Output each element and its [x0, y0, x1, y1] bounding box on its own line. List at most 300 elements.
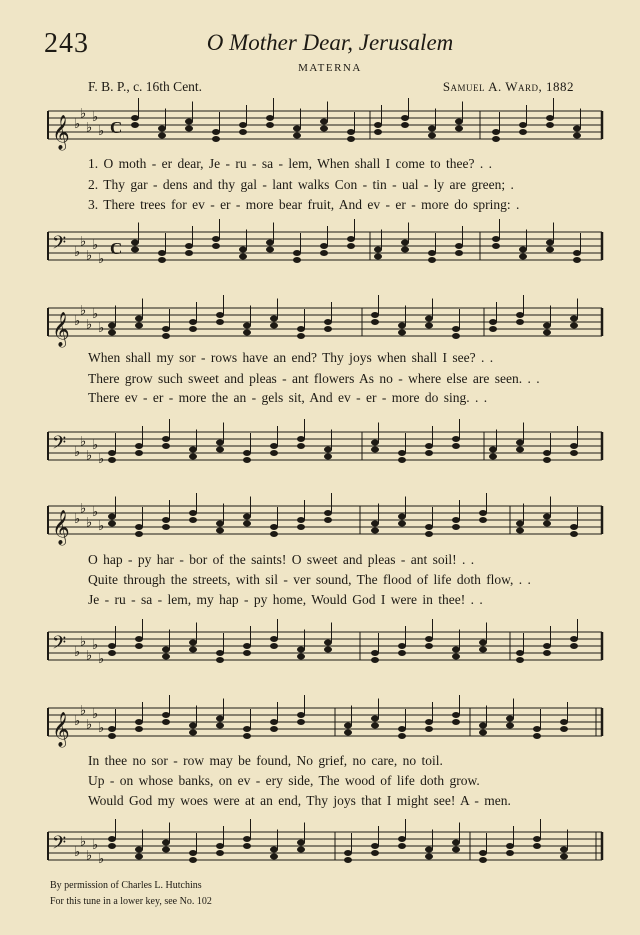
- notehead: [270, 323, 278, 329]
- notehead: [479, 647, 487, 653]
- flat-icon: ♭: [98, 852, 105, 867]
- notehead: [293, 250, 301, 256]
- notehead: [533, 836, 541, 842]
- notehead: [243, 323, 251, 329]
- notehead: [570, 524, 578, 530]
- notehead: [293, 133, 301, 139]
- treble-staff-system-4: [40, 702, 610, 747]
- flat-icon: ♭: [80, 703, 87, 719]
- notehead: [570, 636, 578, 642]
- notehead: [398, 836, 406, 842]
- notehead: [297, 517, 305, 523]
- notehead: [324, 510, 332, 516]
- notehead: [506, 850, 514, 856]
- notehead: [455, 243, 463, 249]
- notehead: [270, 719, 278, 725]
- notehead: [243, 457, 251, 463]
- notehead: [425, 316, 433, 322]
- flat-icon: ♭: [92, 438, 99, 453]
- notehead: [243, 514, 251, 520]
- notehead: [135, 847, 143, 853]
- notehead: [428, 250, 436, 256]
- notehead: [398, 514, 406, 520]
- notehead: [543, 330, 551, 336]
- treble-staff-system-1: [40, 105, 610, 150]
- notehead: [320, 119, 328, 125]
- notehead: [158, 133, 166, 139]
- notehead: [297, 524, 305, 530]
- notehead: [320, 243, 328, 249]
- treble-clef-icon: 𝄞: [52, 712, 70, 747]
- notehead: [401, 247, 409, 253]
- notehead: [189, 517, 197, 523]
- flat-icon: ♭: [74, 714, 81, 729]
- notehead: [428, 133, 436, 139]
- flat-icon: ♭: [98, 252, 105, 267]
- notehead: [189, 850, 197, 856]
- notehead: [560, 726, 568, 732]
- notehead: [570, 531, 578, 537]
- notehead: [425, 636, 433, 642]
- notehead: [270, 643, 278, 649]
- notehead: [270, 524, 278, 530]
- notehead: [216, 657, 224, 663]
- notehead: [243, 733, 251, 739]
- flat-icon: ♭: [74, 117, 81, 132]
- bass-clef-icon: 𝄢: [52, 833, 67, 858]
- flat-icon: ♭: [86, 317, 93, 333]
- notehead: [425, 726, 433, 732]
- lower-key-note: For this tune in a lower key, see No. 102: [50, 896, 212, 907]
- notehead: [131, 122, 139, 128]
- flat-icon: ♭: [74, 645, 81, 660]
- notehead: [162, 517, 170, 523]
- notehead: [371, 528, 379, 534]
- notehead: [398, 643, 406, 649]
- lyric-line-4-3: Would God my woes were at an end, Thy joys that I might see! A - men.: [88, 793, 511, 808]
- notehead: [347, 136, 355, 142]
- notehead: [543, 323, 551, 329]
- flat-icon: ♭: [86, 515, 93, 531]
- treble-clef-icon: 𝄞: [52, 510, 70, 545]
- notehead: [371, 312, 379, 318]
- notehead: [239, 247, 247, 253]
- lyric-line-1-1: 1. O moth - er dear, Je - ru - sa - lem, When shall I come to thee? . .: [88, 156, 492, 171]
- flat-icon: ♭: [92, 838, 99, 853]
- lyric-line-2-2: There grow such sweet and pleas - ant flowers As no - where else are seen. . .: [88, 371, 540, 386]
- lyric-line-3-1: O hap - py har - bor of the saints! O sweet and pleas - ant soil! . .: [88, 552, 475, 567]
- lyric-line-4-1: In thee no sor - row may be found, No grief, no care, no toil.: [88, 753, 443, 768]
- permission-note: By permission of Charles L. Hutchins: [50, 880, 202, 891]
- bass-staff-system-2: [40, 426, 610, 466]
- treble-staff-system-3: [40, 500, 610, 545]
- notehead: [135, 323, 143, 329]
- notehead: [371, 440, 379, 446]
- notehead: [270, 450, 278, 456]
- flat-icon: ♭: [80, 634, 87, 650]
- bass-clef-icon: 𝄢: [52, 433, 67, 458]
- notehead: [479, 640, 487, 646]
- notehead: [162, 654, 170, 660]
- notehead: [479, 850, 487, 856]
- notehead: [371, 723, 379, 729]
- notehead: [131, 247, 139, 253]
- flat-icon: ♭: [80, 434, 87, 450]
- notehead: [162, 719, 170, 725]
- notehead: [374, 247, 382, 253]
- notehead: [479, 723, 487, 729]
- flat-icon: ♭: [98, 652, 105, 667]
- flat-icon: ♭: [92, 110, 99, 125]
- notehead: [425, 719, 433, 725]
- notehead: [425, 854, 433, 860]
- flat-icon: ♭: [80, 834, 87, 850]
- notehead: [452, 847, 460, 853]
- notehead: [108, 450, 116, 456]
- notehead: [492, 236, 500, 242]
- flat-icon: ♭: [80, 106, 87, 122]
- notehead: [135, 524, 143, 530]
- flat-icon: ♭: [98, 321, 105, 336]
- lyric-line-4-2: Up - on whose banks, on ev - ery side, The wood of life doth grow.: [88, 773, 480, 788]
- notehead: [189, 647, 197, 653]
- notehead: [108, 843, 116, 849]
- notehead: [546, 240, 554, 246]
- notehead: [570, 443, 578, 449]
- lyric-line-2-3: There ev - er - more the an - gels sit, And ev - er - more do sing. . .: [88, 390, 488, 405]
- notehead: [479, 857, 487, 863]
- flat-icon: ♭: [74, 314, 81, 329]
- notehead: [506, 843, 514, 849]
- notehead: [573, 250, 581, 256]
- notehead: [398, 450, 406, 456]
- notehead: [108, 836, 116, 842]
- notehead: [297, 719, 305, 725]
- notehead: [516, 312, 524, 318]
- flat-icon: ♭: [74, 845, 81, 860]
- notehead: [297, 647, 305, 653]
- notehead: [185, 119, 193, 125]
- notehead: [212, 129, 220, 135]
- notehead: [543, 643, 551, 649]
- notehead: [519, 129, 527, 135]
- notehead: [344, 730, 352, 736]
- notehead: [135, 531, 143, 537]
- bass-clef-icon: 𝄢: [52, 233, 67, 258]
- notehead: [573, 126, 581, 132]
- notehead: [398, 650, 406, 656]
- notehead: [347, 129, 355, 135]
- notehead: [297, 443, 305, 449]
- notehead: [516, 440, 524, 446]
- notehead: [297, 436, 305, 442]
- notehead: [293, 126, 301, 132]
- notehead: [270, 854, 278, 860]
- flat-icon: ♭: [74, 445, 81, 460]
- notehead: [212, 243, 220, 249]
- notehead: [135, 316, 143, 322]
- notehead: [158, 126, 166, 132]
- notehead: [347, 236, 355, 242]
- flat-icon: ♭: [86, 448, 93, 464]
- notehead: [270, 531, 278, 537]
- common-time-icon: C: [110, 118, 123, 137]
- notehead: [212, 136, 220, 142]
- notehead: [425, 847, 433, 853]
- notehead: [270, 316, 278, 322]
- notehead: [452, 719, 460, 725]
- notehead: [506, 723, 514, 729]
- notehead: [239, 254, 247, 260]
- flat-icon: ♭: [86, 848, 93, 864]
- notehead: [546, 122, 554, 128]
- bass-staff-system-3: [40, 626, 610, 666]
- bass-clef-icon: 𝄢: [52, 633, 67, 658]
- flat-icon: ♭: [80, 303, 87, 319]
- notehead: [324, 517, 332, 523]
- notehead: [189, 730, 197, 736]
- flat-icon: ♭: [74, 245, 81, 260]
- notehead: [162, 647, 170, 653]
- notehead: [428, 126, 436, 132]
- notehead: [455, 126, 463, 132]
- notehead: [162, 840, 170, 846]
- notehead: [492, 136, 500, 142]
- flat-icon: ♭: [86, 648, 93, 664]
- notehead: [266, 122, 274, 128]
- bass-staff-system-4: [40, 826, 610, 866]
- notehead: [425, 323, 433, 329]
- notehead: [371, 650, 379, 656]
- notehead: [560, 854, 568, 860]
- flat-icon: ♭: [80, 234, 87, 250]
- notehead: [216, 312, 224, 318]
- notehead: [324, 447, 332, 453]
- notehead: [216, 843, 224, 849]
- notehead: [543, 450, 551, 456]
- notehead: [243, 726, 251, 732]
- notehead: [135, 450, 143, 456]
- notehead: [297, 840, 305, 846]
- notehead: [270, 847, 278, 853]
- notehead: [489, 447, 497, 453]
- notehead: [216, 521, 224, 527]
- notehead: [216, 723, 224, 729]
- notehead: [297, 326, 305, 332]
- flat-icon: ♭: [98, 124, 105, 139]
- notehead: [324, 319, 332, 325]
- notehead: [516, 447, 524, 453]
- flat-icon: ♭: [74, 512, 81, 527]
- flat-icon: ♭: [80, 501, 87, 517]
- flat-icon: ♭: [98, 452, 105, 467]
- notehead: [162, 443, 170, 449]
- notehead: [455, 119, 463, 125]
- notehead: [479, 730, 487, 736]
- notehead: [425, 531, 433, 537]
- notehead: [324, 647, 332, 653]
- notehead: [162, 524, 170, 530]
- notehead: [158, 257, 166, 263]
- notehead: [452, 840, 460, 846]
- notehead: [398, 726, 406, 732]
- notehead: [135, 643, 143, 649]
- notehead: [189, 723, 197, 729]
- notehead: [398, 521, 406, 527]
- notehead: [452, 647, 460, 653]
- notehead: [243, 450, 251, 456]
- notehead: [452, 326, 460, 332]
- notehead: [108, 323, 116, 329]
- notehead: [398, 323, 406, 329]
- notehead: [108, 514, 116, 520]
- notehead: [293, 257, 301, 263]
- flat-icon: ♭: [98, 721, 105, 736]
- lyric-line-3-2: Quite through the streets, with sil - ver sound, The flood of life doth flow, . .: [88, 572, 531, 587]
- notehead: [108, 726, 116, 732]
- notehead: [108, 457, 116, 463]
- notehead: [371, 716, 379, 722]
- notehead: [108, 521, 116, 527]
- treble-clef-icon: 𝄞: [52, 312, 70, 347]
- notehead: [270, 636, 278, 642]
- notehead: [243, 643, 251, 649]
- notehead: [266, 247, 274, 253]
- notehead: [243, 650, 251, 656]
- notehead: [270, 726, 278, 732]
- notehead: [452, 517, 460, 523]
- notehead: [371, 521, 379, 527]
- notehead: [425, 450, 433, 456]
- notehead: [425, 643, 433, 649]
- notehead: [398, 733, 406, 739]
- notehead: [108, 330, 116, 336]
- notehead: [428, 257, 436, 263]
- notehead: [297, 654, 305, 660]
- notehead: [425, 524, 433, 530]
- notehead: [398, 330, 406, 336]
- notehead: [162, 326, 170, 332]
- notehead: [398, 457, 406, 463]
- notehead: [533, 726, 541, 732]
- notehead: [189, 454, 197, 460]
- notehead: [297, 847, 305, 853]
- notehead: [489, 454, 497, 460]
- notehead: [543, 650, 551, 656]
- notehead: [270, 443, 278, 449]
- notehead: [108, 650, 116, 656]
- lyric-line-3-3: Je - ru - sa - lem, my hap - py home, Would God I were in thee! . .: [88, 592, 483, 607]
- notehead: [239, 122, 247, 128]
- notehead: [452, 333, 460, 339]
- notehead: [516, 319, 524, 325]
- notehead: [452, 712, 460, 718]
- notehead: [347, 243, 355, 249]
- notehead: [374, 122, 382, 128]
- bass-staff-system-1: [40, 226, 610, 266]
- notehead: [374, 129, 382, 135]
- treble-clef-icon: 𝄞: [52, 115, 70, 150]
- notehead: [324, 454, 332, 460]
- notehead: [519, 247, 527, 253]
- notehead: [479, 510, 487, 516]
- notehead: [452, 443, 460, 449]
- notehead: [533, 843, 541, 849]
- notehead: [135, 726, 143, 732]
- lyric-line-1-2: 2. Thy gar - dens and thy gal - lant walks Con - tin - ual - ly are green; .: [88, 177, 514, 192]
- notehead: [108, 643, 116, 649]
- notehead: [189, 447, 197, 453]
- notehead: [266, 115, 274, 121]
- tune-name: MATERNA: [298, 62, 362, 74]
- flat-icon: ♭: [92, 505, 99, 520]
- notehead: [185, 243, 193, 249]
- flat-icon: ♭: [92, 307, 99, 322]
- notehead: [216, 650, 224, 656]
- notehead: [135, 719, 143, 725]
- flat-icon: ♭: [86, 717, 93, 733]
- notehead: [492, 129, 500, 135]
- notehead: [519, 254, 527, 260]
- notehead: [401, 115, 409, 121]
- notehead: [560, 719, 568, 725]
- notehead: [371, 319, 379, 325]
- notehead: [216, 528, 224, 534]
- notehead: [243, 836, 251, 842]
- notehead: [519, 122, 527, 128]
- notehead: [570, 323, 578, 329]
- notehead: [189, 326, 197, 332]
- notehead: [297, 712, 305, 718]
- notehead: [570, 450, 578, 456]
- notehead: [492, 243, 500, 249]
- notehead: [374, 254, 382, 260]
- notehead: [216, 716, 224, 722]
- notehead: [371, 850, 379, 856]
- flat-icon: ♭: [92, 638, 99, 653]
- notehead: [320, 126, 328, 132]
- notehead: [573, 257, 581, 263]
- notehead: [185, 250, 193, 256]
- notehead: [297, 333, 305, 339]
- notehead: [108, 733, 116, 739]
- hymn-title: O Mother Dear, Jerusalem: [206, 30, 454, 55]
- notehead: [131, 240, 139, 246]
- notehead: [162, 333, 170, 339]
- flat-icon: ♭: [92, 707, 99, 722]
- notehead: [243, 843, 251, 849]
- notehead: [546, 247, 554, 253]
- notehead: [455, 250, 463, 256]
- notehead: [371, 843, 379, 849]
- notehead: [371, 447, 379, 453]
- notehead: [216, 850, 224, 856]
- notehead: [239, 129, 247, 135]
- notehead: [401, 240, 409, 246]
- notehead: [516, 521, 524, 527]
- notehead: [324, 326, 332, 332]
- notehead: [452, 654, 460, 660]
- notehead: [185, 126, 193, 132]
- notehead: [162, 712, 170, 718]
- notehead: [135, 636, 143, 642]
- notehead: [216, 447, 224, 453]
- notehead: [344, 723, 352, 729]
- notehead: [158, 250, 166, 256]
- notehead: [243, 330, 251, 336]
- treble-staff-system-2: [40, 302, 610, 347]
- notehead: [570, 316, 578, 322]
